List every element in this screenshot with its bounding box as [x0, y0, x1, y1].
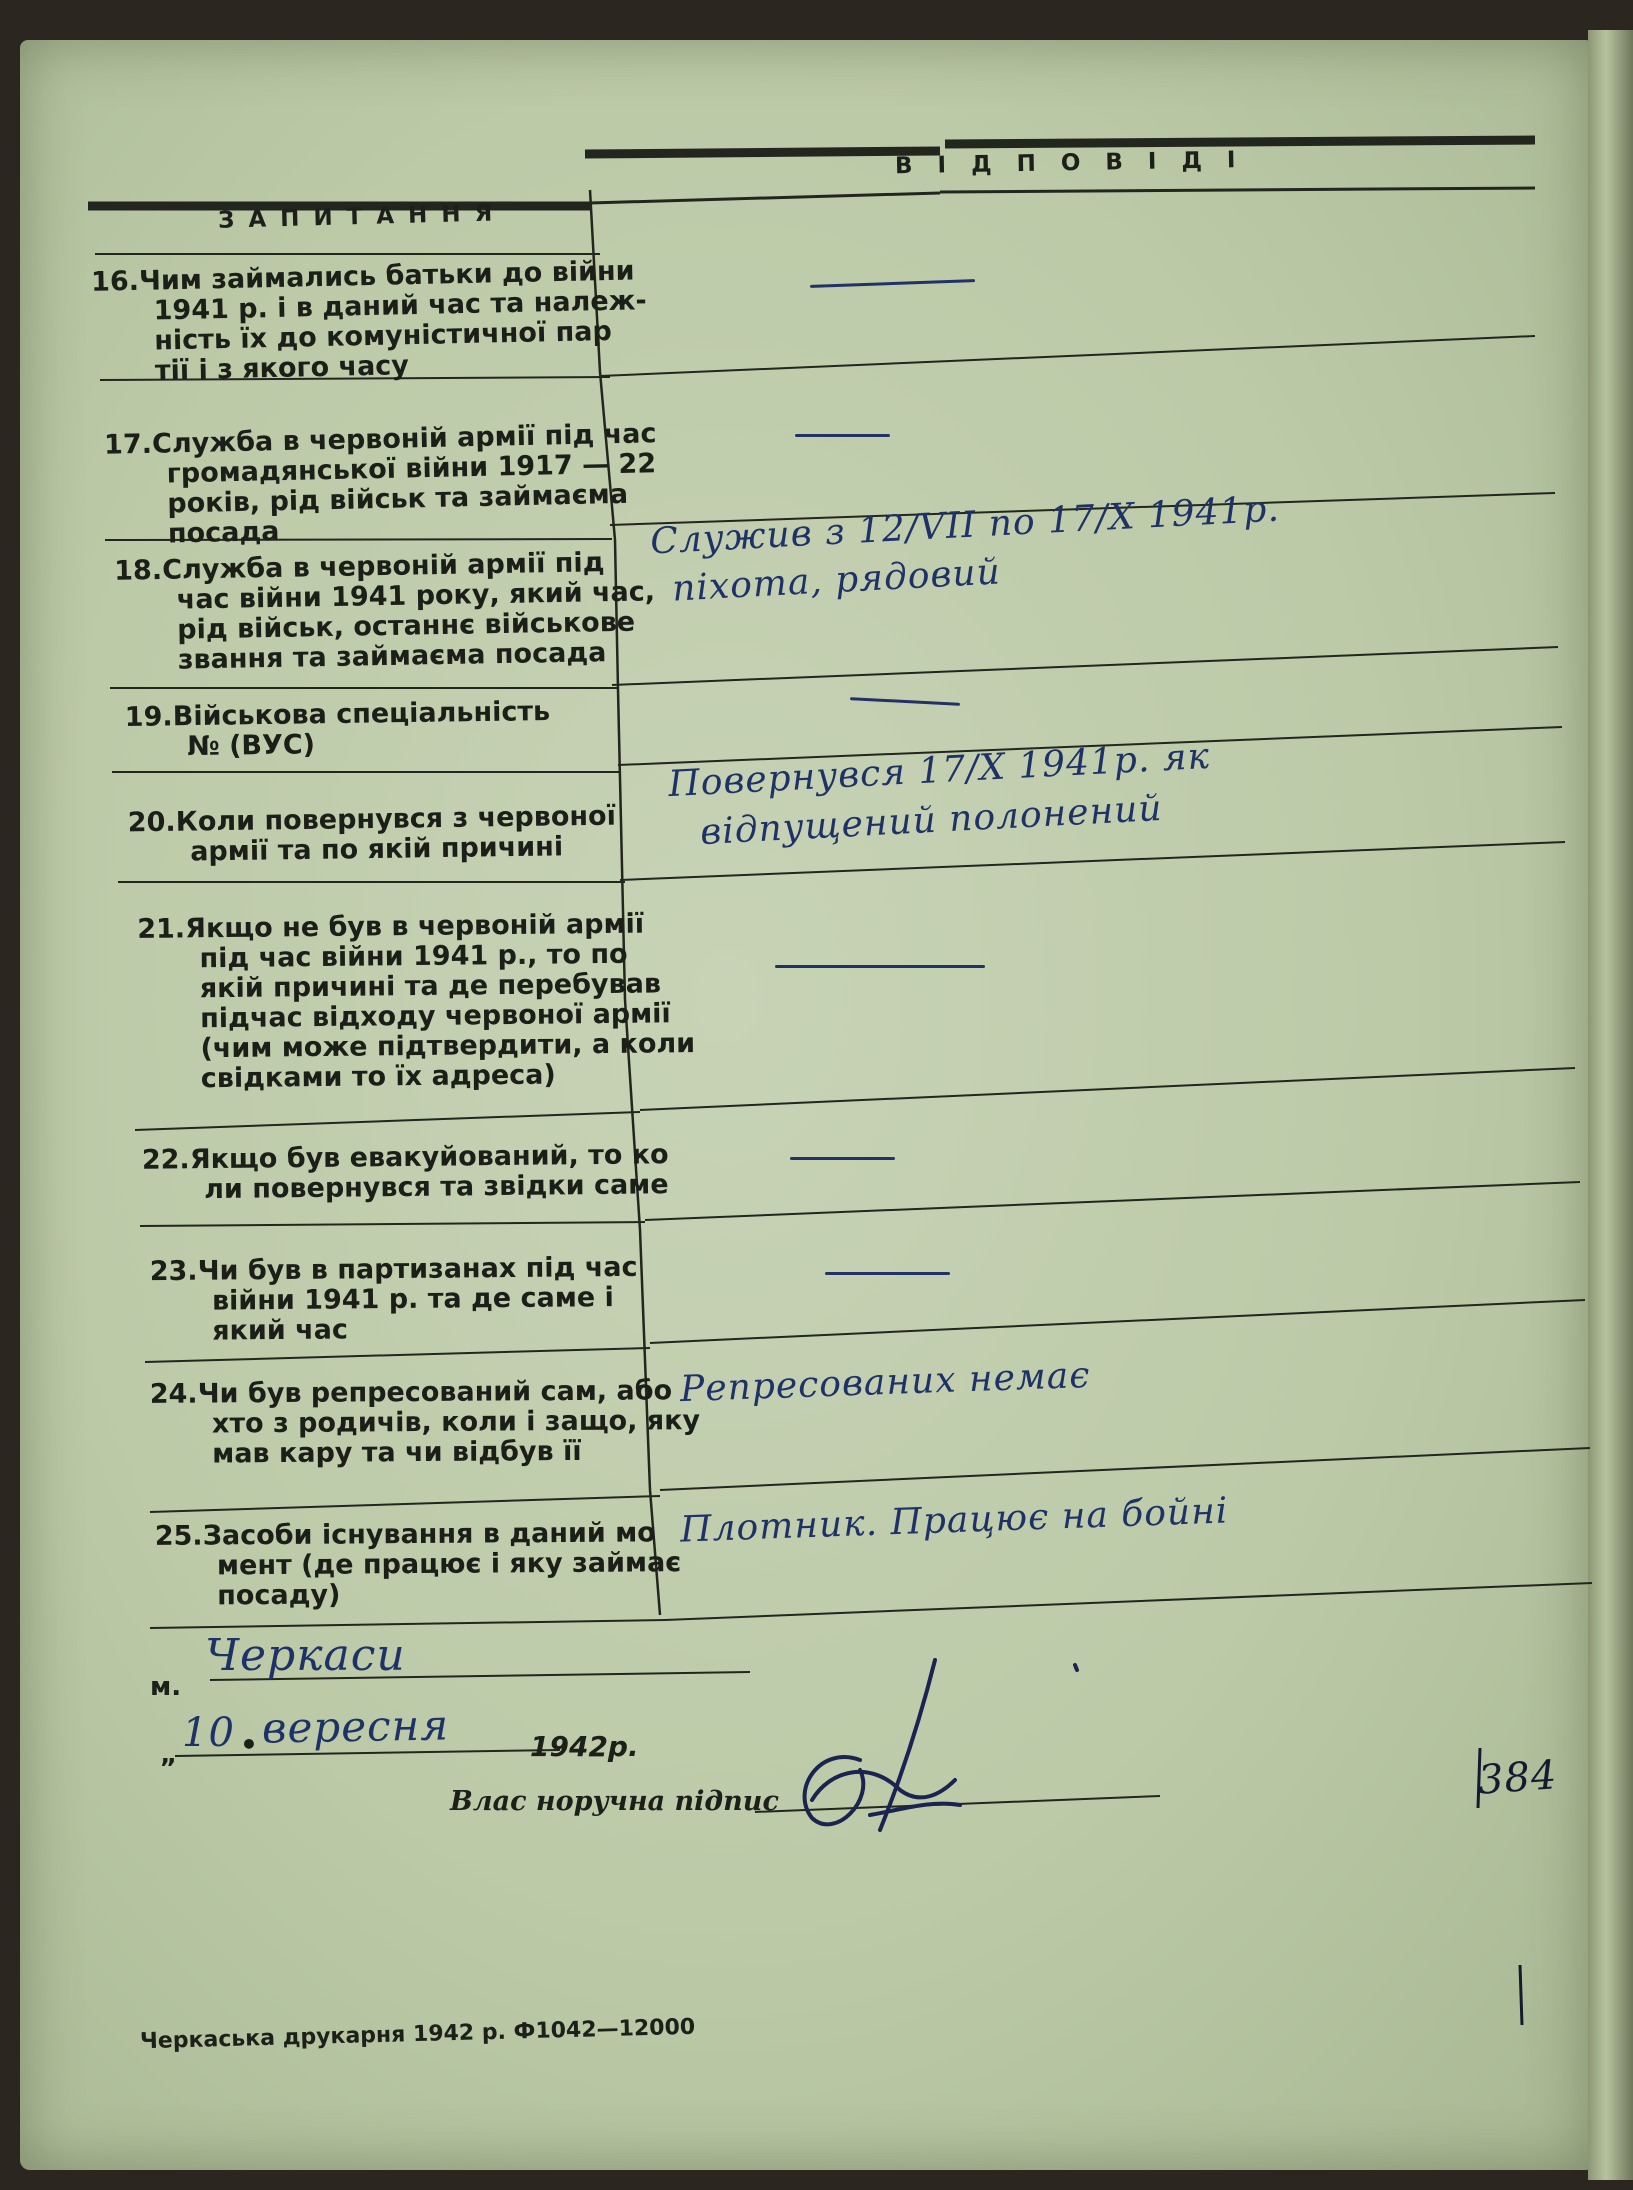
answer-18-line-2: піхота, рядовий — [671, 551, 1002, 610]
question-number: 24. — [149, 1378, 198, 1410]
question-text-line: Служба в червоній армії під — [161, 547, 605, 586]
page-number-mark: 384 — [1476, 1752, 1559, 1804]
question-text-line: звання та займаєма посада — [177, 637, 607, 676]
printer-imprint: Черкаська друкарня 1942 р. Ф1042—12000 — [139, 2014, 696, 2055]
question-text-line: Чи був в партизанах під час — [197, 1251, 638, 1287]
question-number: 25. — [154, 1520, 203, 1552]
question-number: 22. — [141, 1144, 190, 1176]
question-text-line: рід військ, останнє військове — [177, 606, 636, 646]
question-text-line: хто з родичів, коли і защо, яку — [211, 1405, 701, 1440]
question-text-line: війни 1941 р. та де саме і — [211, 1282, 614, 1317]
question-text-line: тії і з якого часу — [154, 350, 410, 387]
question-number: 16. — [90, 265, 140, 298]
city-handwritten: Черкаси — [205, 1630, 406, 1681]
question-text-line: 1941 р. і в даний час та належ- — [153, 285, 648, 327]
question-text-line: Якщо був евакуйований, то ко — [189, 1139, 669, 1176]
question-text-line: громадянської війни 1917 — 22 — [166, 448, 657, 490]
question-text-line: армії та по якій причині — [190, 831, 564, 868]
question-text-line: № (ВУС) — [187, 729, 316, 763]
answer-18-line-1: Служив з 12/VII по 17/X 1941р. — [649, 488, 1281, 563]
question-number: 23. — [149, 1255, 198, 1288]
date-bullet: • — [240, 1728, 258, 1761]
question-number: 18. — [113, 554, 163, 587]
answer-20-line-2: відпущений полонений — [699, 787, 1164, 854]
question-text-line: років, рід військ та займаєма — [167, 478, 629, 520]
question-number: 19. — [124, 701, 173, 733]
question-text-line: ли повернувся та звідки саме — [204, 1169, 669, 1206]
question-text-line: який час — [212, 1314, 349, 1347]
answer-20-line-1: Повернувся 17/X 1941р. як — [667, 735, 1211, 806]
answer-24: Репресованих немає — [679, 1354, 1092, 1411]
question-number: 20. — [127, 806, 176, 839]
question-text-line: час війни 1941 року, який час, — [176, 576, 656, 616]
signature-label: Влас норучна підпис — [450, 1786, 779, 1817]
question-number: 17. — [103, 428, 153, 461]
question-text-line: посаду) — [217, 1579, 341, 1612]
question-text-line: Чи був репресований сам, або — [197, 1375, 673, 1410]
city-prefix: м. — [150, 1672, 182, 1702]
question-text-line: під час війни 1941 р., то по — [199, 938, 628, 975]
question-text-line: Служба в червоній армії під час — [151, 418, 657, 460]
question-text-line: підчас відходу червоної армії — [200, 998, 671, 1035]
questions-header: ЗАПИТАННЯ — [217, 200, 507, 234]
question-text-line: (чим може підтвердити, а коли — [200, 1028, 696, 1065]
date-quote: „ — [160, 1740, 178, 1770]
question-text-line: Військова спеціальність — [172, 696, 551, 733]
question-text-line: мент (де працює і яку займає — [216, 1547, 682, 1582]
question-text-line: посада — [167, 516, 280, 550]
question-text-line: Чим займались батьки до війни — [138, 255, 635, 297]
question-text-line: мав кару та чи відбув її — [212, 1435, 582, 1470]
question-text-line: Коли повернувся з червоної — [175, 800, 617, 838]
question-text-line: свідками то їх адреса) — [200, 1059, 556, 1095]
question-text-line: якій причині та де перебував — [199, 968, 662, 1005]
date-month: вересня — [261, 1700, 450, 1753]
answers-header: ВІДПОВІДІ — [894, 146, 1261, 180]
question-text-line: ність їх до комуністичної пар — [154, 315, 613, 357]
question-text-line: Засоби існування в даний мо — [202, 1517, 656, 1552]
date-day: 10 — [182, 1710, 235, 1756]
date-year: 1942р. — [530, 1730, 639, 1763]
answer-25: Плотник. Працює на бойні — [679, 1490, 1229, 1551]
question-number: 21. — [137, 913, 186, 945]
question-text-line: Якщо не був в червоній армії — [185, 908, 645, 945]
